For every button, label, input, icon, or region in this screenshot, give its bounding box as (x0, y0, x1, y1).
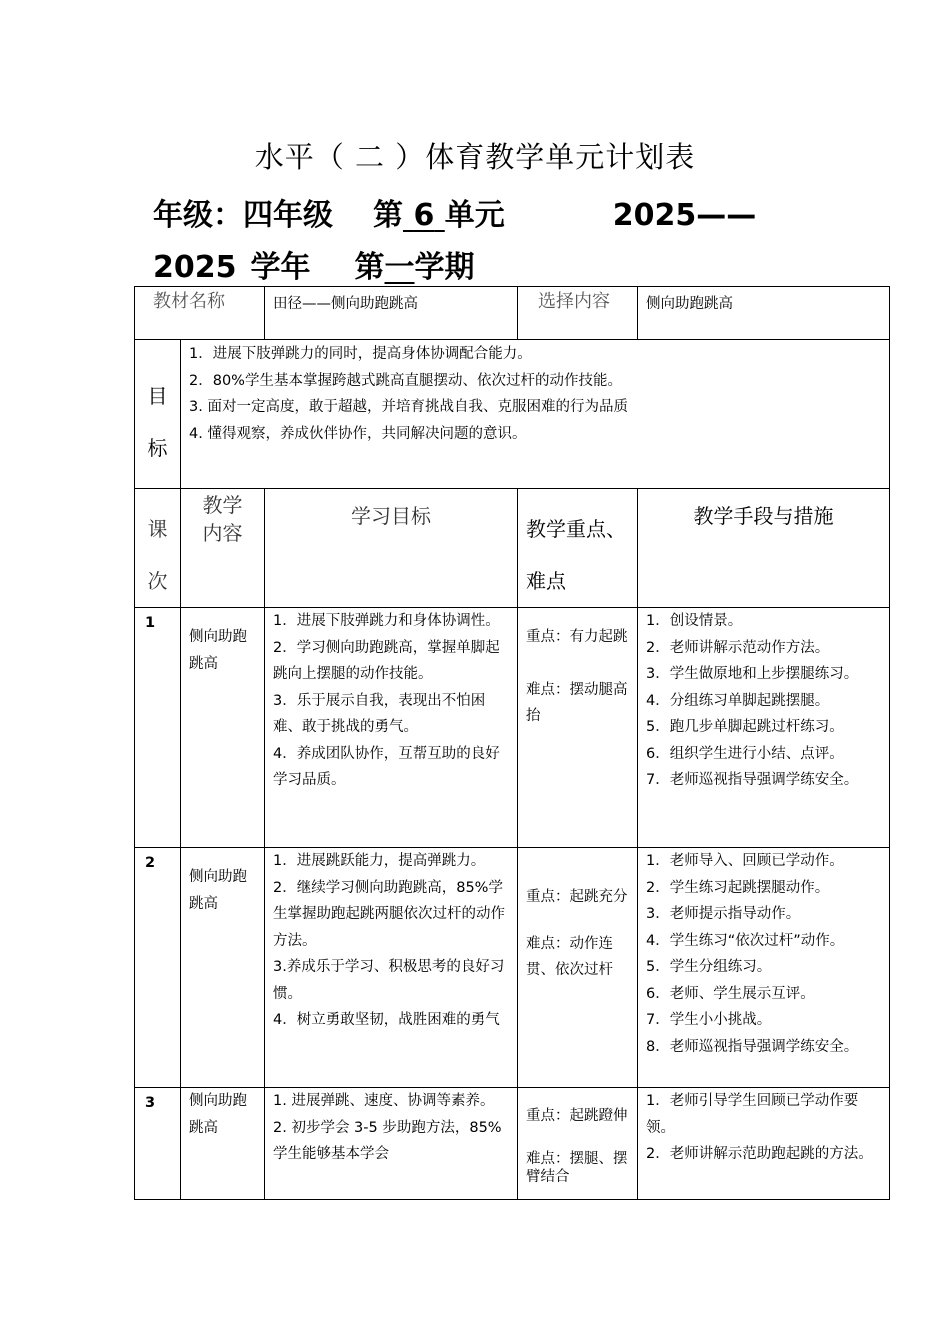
lesson-focus: 重点：起跳蹬伸 难点：摆腿、摆臂结合 (518, 1088, 638, 1200)
lesson-row (135, 848, 890, 1088)
unit-suffix: 单元 (444, 198, 505, 233)
lesson-content: 侧向助跑跳高 (181, 848, 265, 1088)
page-title: 水平（ 二 ）体育教学单元计划表 (254, 140, 696, 174)
lesson-row (135, 1088, 890, 1200)
lesson-objectives: 1．进展下肢弹跳力和身体协调性。 2．学习侧向助跑跳高，掌握单脚起跳向上摆腿的动作技能。 3．乐于展示自我，表现出不怕困难、敢于挑战的勇气。 4．养成团队协作，互帮互助的良好学习品质。 (265, 608, 518, 848)
lesson-row (135, 608, 890, 848)
info-row (135, 287, 890, 340)
term-prefix: 第 (354, 250, 385, 285)
goal-item: 4. 懂得观察，养成伙伴协作，共同解决问题的意识。 (189, 425, 527, 442)
goals-label-1: 目 (147, 384, 168, 408)
lesson-objectives: 1．进展跳跃能力，提高弹跳力。 2．继续学习侧向助跑跳高，85%学生掌握助跑起跳两腿依次过杆的动作方法。 3.养成乐于学习、积极思考的良好习惯。 4．树立勇敢坚韧，战胜困难的勇气 (265, 848, 518, 1088)
material-value: 田径——侧向助跑跳高 (273, 296, 418, 312)
header-content: 教学内容 (181, 489, 265, 608)
header-line-1 (153, 190, 756, 234)
material-label: 教材名称 (153, 291, 225, 312)
header-focus: 教学重点、难点 (518, 489, 638, 608)
unit-prefix: 第 (373, 198, 403, 233)
grade-label: 年级： (153, 198, 243, 233)
grade-value: 四年级 (243, 198, 333, 233)
term-suffix: 学期 (414, 250, 475, 285)
choice-value-cell (638, 287, 890, 340)
goals-list (181, 340, 890, 489)
header-methods: 教学手段与措施 (638, 489, 890, 608)
lesson-content: 侧向助跑跳高 (181, 608, 265, 848)
goal-item: 1．进展下肢弹跳力的同时，提高身体协调配合能力。 (189, 346, 532, 362)
header-objective: 学习目标 (265, 489, 518, 608)
lesson-methods: 1．创设情景。 2．老师讲解示范动作方法。 3．学生做原地和上步摆腿练习。 4．分组练习单脚起跳摆腿。 5．跑几步单脚起跳过杆练习。 6．组织学生进行小结、点评。 7．老师巡视指导强调学练安全。 (638, 608, 890, 848)
lesson-methods: 1．老师引导学生回顾已学动作要领。 2．老师讲解示范助跑起跳的方法。 (638, 1088, 890, 1200)
year-start: 2025—— (612, 198, 757, 233)
unit-plan-table (134, 286, 890, 1200)
goals-label-cell (135, 340, 181, 489)
choice-label-cell (518, 287, 638, 340)
year-suffix: 学年 (250, 250, 311, 285)
lesson-focus: 重点：有力起跳 难点：摆动腿高抬 (518, 608, 638, 848)
lesson-focus: 重点：起跳充分 难点：动作连贯、依次过杆 (518, 848, 638, 1088)
unit-number: 6 (413, 198, 435, 233)
lesson-objectives: 1. 进展弹跳、速度、协调等素养。 2. 初步学会 3-5 步助跑方法，85%学生能够基本学会 (265, 1088, 518, 1200)
lesson-methods: 1．老师导入、回顾已学动作。 2．学生练习起跳摆腿动作。 3．老师提示指导动作。 4．学生练习“依次过杆”动作。 5．学生分组练习。 6．老师、学生展示互评。 7．学生小小挑战。 8．老师巡视指导强调学练安全。 (638, 848, 890, 1088)
choice-value: 侧向助跑跳高 (646, 296, 733, 312)
header-line-2 (153, 242, 475, 286)
material-value-cell (265, 287, 518, 340)
lesson-number: 2 (135, 848, 181, 1088)
lesson-content: 侧向助跑跳高 (181, 1088, 265, 1200)
lesson-number: 1 (135, 608, 181, 848)
year-end: 2025 (153, 250, 237, 285)
choice-label: 选择内容 (538, 291, 610, 312)
header-lesson: 课 次 (135, 489, 181, 608)
goals-row (135, 340, 890, 489)
goal-item: 3. 面对一定高度，敢于超越，并培育挑战自我、克服困难的行为品质 (189, 399, 628, 415)
goals-label-2: 标 (147, 436, 168, 460)
column-header-row (135, 489, 890, 608)
term-value: 一 (384, 250, 415, 285)
lesson-number: 3 (135, 1088, 181, 1200)
goal-item: 2．80%学生基本掌握跨越式跳高直腿摆动、依次过杆的动作技能。 (189, 372, 622, 389)
material-label-cell (135, 287, 265, 340)
